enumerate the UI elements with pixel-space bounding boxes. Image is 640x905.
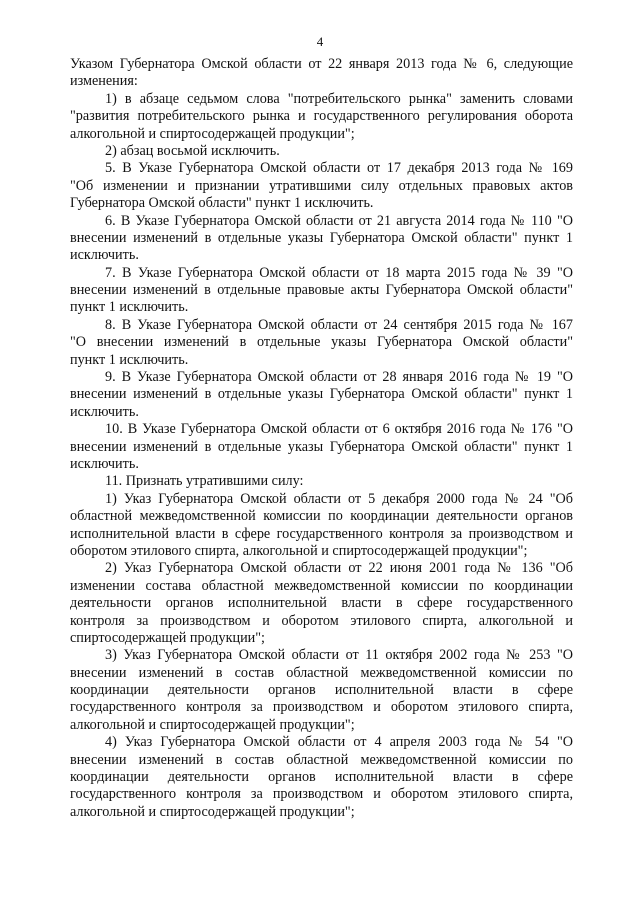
text-line: контроля за производством и оборотом этилового спирта, алкогольной и [70, 612, 573, 629]
text-line: внесении изменений в отдельные указы Губернатора Омской области" пункт 1 [70, 386, 573, 403]
text-line: "развития потребительского рынка и государственного регулирования оборота [70, 108, 573, 125]
text-line: пункт 1 исключить. [70, 351, 189, 368]
text-line: изменения: [70, 73, 138, 90]
text-line: исключить. [70, 455, 139, 472]
text-line: координации деятельности органов исполнительной власти в сфере [70, 682, 573, 699]
text-line: 1) в абзаце седьмом слова "потребительского рынка" заменить словами [105, 90, 573, 107]
text-line: 4) Указ Губернатора Омской области от 4 апреля 2003 года № 54 "О [105, 734, 573, 751]
text-line: оборотом этилового спирта, алкогольной и спиртосодержащей продукции"; [70, 542, 528, 559]
text-line: 5. В Указе Губернатора Омской области от 17 декабря 2013 года № 169 [105, 160, 573, 177]
page-number: 4 [316, 34, 324, 49]
text-line: исполнительной власти в сфере государственного контроля за производством и [70, 525, 573, 542]
document-body [70, 56, 573, 821]
text-line: 8. В Указе Губернатора Омской области от 24 сентября 2015 года № 167 [105, 316, 573, 333]
text-line: исключить. [70, 247, 139, 264]
text-line: внесении изменений в отдельные указы Губернатора Омской области" пункт 1 [70, 229, 573, 246]
text-line: пункт 1 исключить. [70, 299, 189, 316]
text-line: государственного контроля за производством и оборотом этилового спирта, [70, 786, 573, 803]
text-line: внесении изменений в отдельные правовые акты Губернатора Омской области" [70, 282, 573, 299]
text-line: областной межведомственной комиссии по координации деятельности органов [70, 508, 573, 525]
text-line: 2) Указ Губернатора Омской области от 22 июня 2001 года № 136 "Об [105, 560, 573, 577]
text-line: 10. В Указе Губернатора Омской области от 6 октября 2016 года № 176 "О [105, 421, 573, 438]
text-line: 11. Признать утратившими силу: [105, 473, 304, 490]
text-line: изменении состава областной межведомственной комиссии по координации [70, 577, 573, 594]
text-line: "Об изменении и признании утратившими силу отдельных правовых актов [70, 177, 573, 194]
text-line: 1) Указ Губернатора Омской области от 5 декабря 2000 года № 24 "Об [105, 490, 573, 507]
text-line: 6. В Указе Губернатора Омской области от 21 августа 2014 года № 110 "О [105, 212, 573, 229]
text-line: деятельности органов исполнительной власти в сфере государственного [70, 595, 573, 612]
text-line: внесении изменений в состав областной межведомственной комиссии по [70, 664, 573, 681]
text-line: 3) Указ Губернатора Омской области от 11 октября 2002 года № 253 "О [105, 647, 573, 664]
text-line: внесении изменений в состав областной межведомственной комиссии по [70, 751, 573, 768]
text-line: алкогольной и спиртосодержащей продукции"; [70, 803, 355, 820]
text-line: внесении изменений в отдельные указы Губернатора Омской области" пункт 1 [70, 438, 573, 455]
text-line: спиртосодержащей продукции"; [70, 629, 265, 646]
text-line: "О внесении изменений в отдельные указы Губернатора Омской области" [70, 334, 573, 351]
text-line: 9. В Указе Губернатора Омской области от 28 января 2016 года № 19 "О [105, 369, 573, 386]
text-line: алкогольной и спиртосодержащей продукции"; [70, 125, 355, 142]
text-line: Указом Губернатора Омской области от 22 января 2013 года № 6, следующие [70, 56, 573, 72]
text-line: Губернатора Омской области" пункт 1 исключить. [70, 195, 374, 212]
text-line: 7. В Указе Губернатора Омской области от 18 марта 2015 года № 39 "О [105, 264, 573, 281]
text-line: 2) абзац восьмой исключить. [105, 142, 280, 159]
text-line: исключить. [70, 403, 139, 420]
text-line: государственного контроля за производством и оборотом этилового спирта, [70, 699, 573, 716]
text-line: алкогольной и спиртосодержащей продукции"; [70, 716, 355, 733]
text-line: координации деятельности органов исполнительной власти в сфере [70, 769, 573, 786]
